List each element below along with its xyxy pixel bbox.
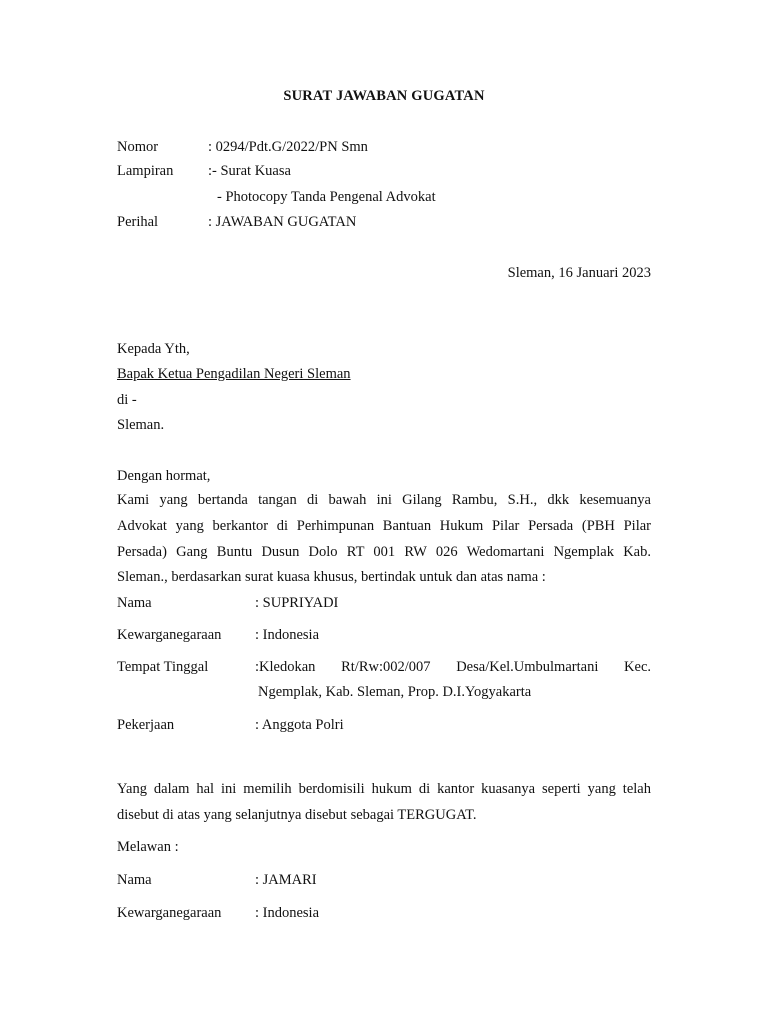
nomor-label: Nomor <box>117 139 159 155</box>
penggugat-nama-value: : JAMARI <box>255 872 317 888</box>
letter-date: Sleman, 16 Januari 2023 <box>507 265 651 281</box>
penggugat-nama-label: Nama <box>117 872 152 888</box>
paragraph-1-line-1: Kami yang bertanda tangan di bawah ini Gilang Rambu, S.H., dkk kesemuanya <box>117 492 651 508</box>
tergugat-nama-value: : SUPRIYADI <box>255 595 339 611</box>
paragraph-1-line-4: Sleman., berdasarkan surat kuasa khusus, bertindak untuk dan atas nama : <box>117 569 546 585</box>
paragraph-1-line-2: Advokat yang berkantor di Perhimpunan Bantuan Hukum Pilar Persada (PBH Pilar <box>117 518 651 534</box>
tergugat-pekerjaan-label: Pekerjaan <box>117 717 175 733</box>
document-title: SURAT JAWABAN GUGATAN <box>283 88 485 104</box>
tergugat-kewarganegaraan-value: : Indonesia <box>255 627 320 643</box>
tergugat-kewarganegaraan-label: Kewarganegaraan <box>117 627 222 643</box>
paragraph-2-line-2: disebut di atas yang selanjutnya disebut sebagai TERGUGAT. <box>117 807 477 823</box>
perihal-value: : JAWABAN GUGATAN <box>208 214 357 230</box>
greeting: Dengan hormat, <box>117 468 211 484</box>
lampiran-value-1: :- Surat Kuasa <box>208 163 291 179</box>
recipient-name: Bapak Ketua Pengadilan Negeri Sleman <box>117 366 351 382</box>
penggugat-kewarganegaraan-value: : Indonesia <box>255 905 320 921</box>
lampiran-value-2: - Photocopy Tanda Pengenal Advokat <box>217 189 436 205</box>
tergugat-tempat-tinggal-label: Tempat Tinggal <box>117 659 209 675</box>
tergugat-tempat-tinggal-value-2: Ngemplak, Kab. Sleman, Prop. D.I.Yogyakarta <box>258 684 532 700</box>
lampiran-label: Lampiran <box>117 163 174 179</box>
recipient-di: di - <box>117 392 137 408</box>
recipient-city: Sleman. <box>117 417 165 433</box>
paragraph-1-line-3: Persada) Gang Buntu Dusun Dolo RT 001 RW 026 Wedomartani Ngemplak Kab. <box>117 544 651 560</box>
perihal-label: Perihal <box>117 214 159 230</box>
tergugat-pekerjaan-value: : Anggota Polri <box>255 717 344 733</box>
recipient-salutation: Kepada Yth, <box>117 341 190 357</box>
paragraph-2-line-1: Yang dalam hal ini memilih berdomisili hukum di kantor kuasanya seperti yang telah <box>117 781 651 797</box>
nomor-value: : 0294/Pdt.G/2022/PN Smn <box>208 139 368 155</box>
tergugat-nama-label: Nama <box>117 595 152 611</box>
tergugat-tempat-tinggal-value-1: :Kledokan Rt/Rw:002/007 Desa/Kel.Umbulmartani Kec. <box>255 659 651 675</box>
penggugat-kewarganegaraan-label: Kewarganegaraan <box>117 905 222 921</box>
melawan-label: Melawan : <box>117 839 179 855</box>
